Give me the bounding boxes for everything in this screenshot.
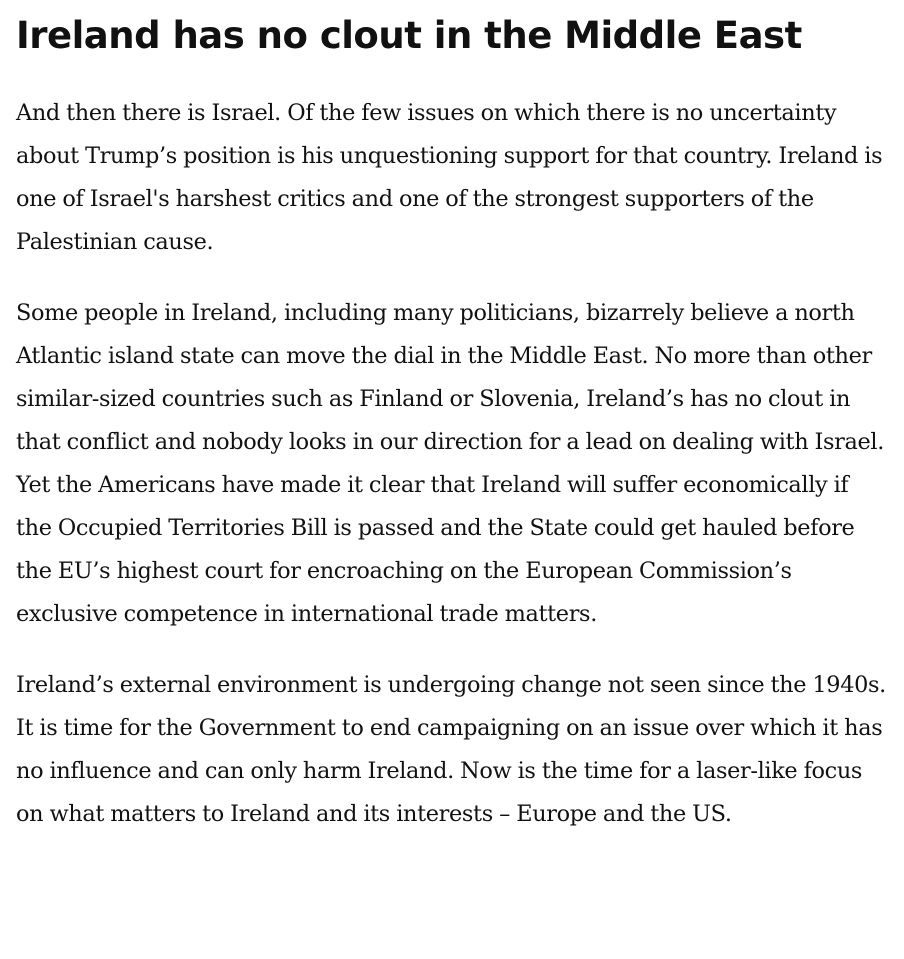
paragraph-middle-east-clout: Some people in Ireland, including many politicians, bizarrely believe a north Atlantic island state can move the dial in the Middle East. No more than other similar-sized countries such as Finland or Slovenia, Ireland’s has no clout in that conflict and nobody looks in our direction for a lead on dealing with Israel. Yet the Americans have made it clear that Ireland will suffer economically if the Occupied Territories Bill is passed and the State could get hauled before the EU’s highest court for encroaching on the European Commission’s exclusive competence in international trade matters. [16,300,884,627]
paragraph-external-environment: Ireland’s external environment is undergoing change not seen since the 1940s. It is time for the Government to end campaigning on an issue over which it has no influence and can only harm Ireland. Now is the time for a laser-like focus on what matters to Ireland and its interests – Europe and the US. [16,672,886,827]
section-heading: Ireland has no clout in the Middle East [16,14,802,57]
article-body [0,14,904,836]
paragraph-israel-intro: And then there is Israel. Of the few issues on which there is no uncertainty about Trump’s position is his unquestioning support for that country. Ireland is one of Israel's harshest critics and one of the strongest supporters of the Palestinian cause. [16,100,883,255]
